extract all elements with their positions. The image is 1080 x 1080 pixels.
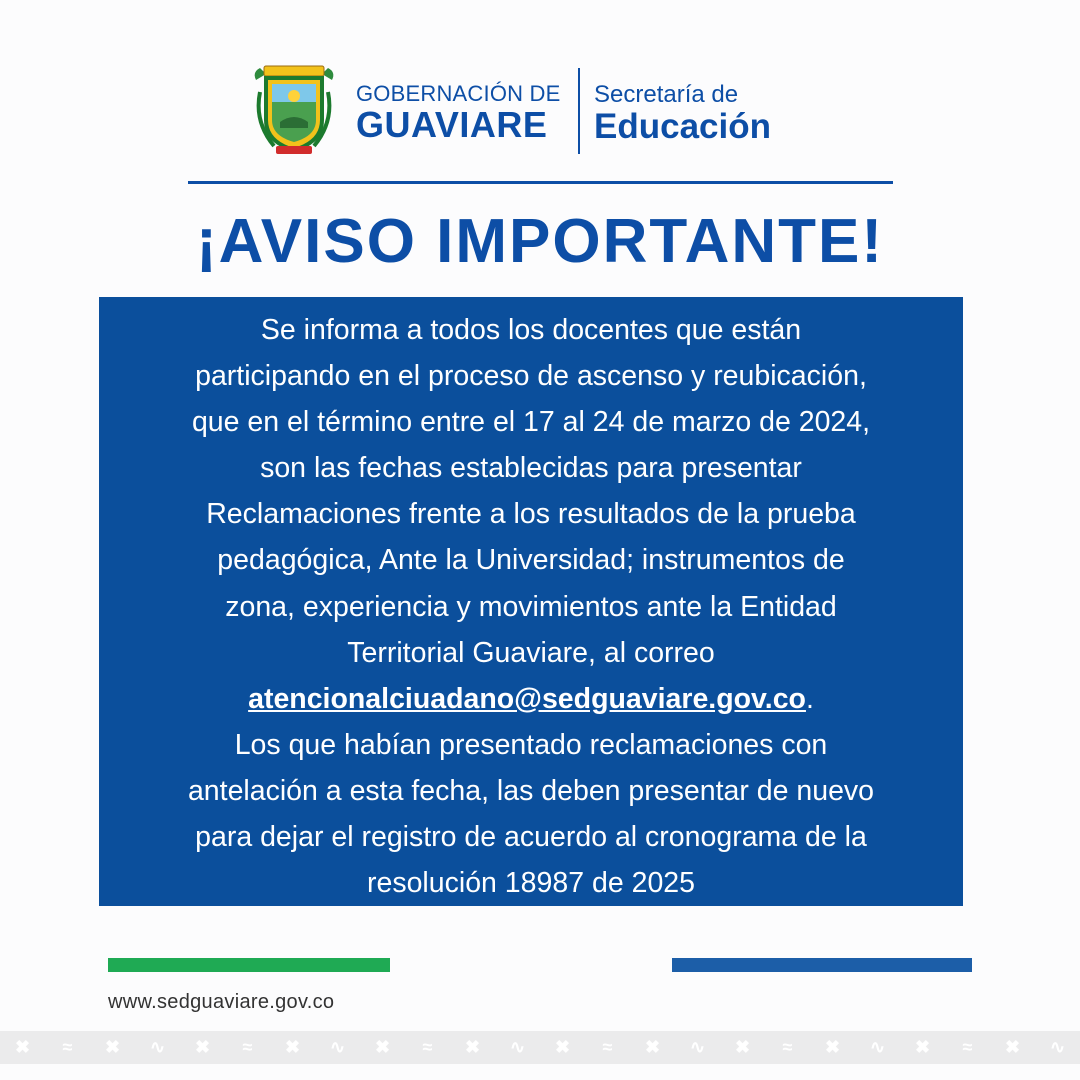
secretaria-line-2: Educación	[594, 107, 771, 146]
notice-line: Los que habían presentado reclamaciones con	[234, 728, 828, 761]
notice-line: son las fechas establecidas para presentar	[260, 452, 802, 485]
notice-line: zona, experiencia y movimientos ante la Entidad	[225, 590, 837, 623]
header-divider	[578, 68, 580, 154]
notice-line: que en el término entre el 17 al 24 de marzo de 2024,	[191, 406, 871, 439]
notice-line: Reclamaciones frente a los resultados de la prueba	[206, 498, 856, 531]
pattern-motif-icon: ✖	[734, 1037, 751, 1057]
secretaria-name	[594, 82, 771, 146]
pattern-motif-icon: ✖	[284, 1037, 301, 1057]
pattern-motif-icon: ≈	[602, 1037, 613, 1057]
gobernacion-line-2: GUAVIARE	[356, 104, 548, 145]
pattern-motif-icon: ≈	[962, 1037, 973, 1057]
pattern-motif-icon: ∿	[509, 1037, 526, 1057]
pattern-motif-icon: ✖	[374, 1037, 391, 1057]
pattern-motif-icon: ∿	[1049, 1037, 1066, 1057]
green-accent-bar	[108, 958, 390, 972]
gobernacion-name	[356, 82, 561, 144]
pattern-motif-icon: ✖	[914, 1037, 931, 1057]
notice-text	[99, 297, 963, 906]
email-link[interactable]: atencionalciuadano@sedguaviare.gov.co	[248, 682, 806, 715]
pattern-motif-icon: ∿	[869, 1037, 886, 1057]
notice-line: participando en el proceso de ascenso y reubicación,	[195, 360, 867, 393]
pattern-motif-icon: ✖	[14, 1037, 31, 1057]
pattern-motif-icon: ≈	[242, 1037, 253, 1057]
blue-accent-bar	[672, 958, 972, 972]
secretaria-line-1: Secretaría de	[594, 81, 739, 108]
pattern-motif-icon: ✖	[104, 1037, 121, 1057]
ethnic-border-pattern-icon	[0, 1031, 1080, 1064]
notice-box	[99, 297, 963, 906]
pattern-motif-icon: ✖	[644, 1037, 661, 1057]
pattern-motif-icon: ∿	[149, 1037, 166, 1057]
gobernacion-line-1: GOBERNACIÓN DE	[356, 81, 561, 106]
notice-line: Territorial Guaviare, al correo	[347, 636, 715, 669]
pattern-motif-icon: ✖	[554, 1037, 571, 1057]
page-title: ¡AVISO IMPORTANTE!	[195, 207, 885, 276]
header	[250, 62, 830, 162]
notice-line: pedagógica, Ante la Universidad; instrumentos de	[217, 544, 845, 577]
header-rule	[188, 181, 893, 184]
pattern-motif-icon: ✖	[464, 1037, 481, 1057]
pattern-motif-icon: ∿	[329, 1037, 346, 1057]
pattern-motif-icon: ≈	[422, 1037, 433, 1057]
email-suffix: .	[805, 682, 814, 715]
pattern-motif-icon: ✖	[824, 1037, 841, 1057]
notice-line: resolución 18987 de 2025	[366, 867, 695, 900]
pattern-motif-icon: ≈	[782, 1037, 793, 1057]
notice-line: para dejar el registro de acuerdo al cronograma de la	[195, 821, 867, 854]
notice-line: Se informa a todos los docentes que están	[260, 314, 802, 346]
notice-line: antelación a esta fecha, las deben presentar de nuevo	[187, 774, 875, 807]
guaviare-coat-of-arms-icon	[250, 62, 338, 158]
pattern-motif-icon: ∿	[689, 1037, 706, 1057]
pattern-motif-icon: ✖	[1004, 1037, 1021, 1057]
website-link[interactable]: www.sedguaviare.gov.co	[108, 991, 335, 1013]
pattern-motif-icon: ✖	[194, 1037, 211, 1057]
pattern-motif-icon: ≈	[62, 1037, 73, 1057]
